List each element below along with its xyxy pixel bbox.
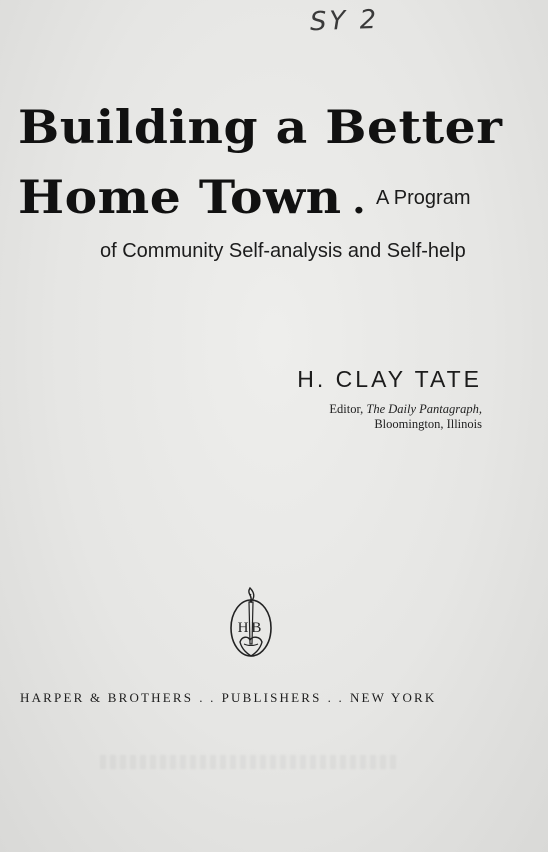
author-affiliation	[329, 402, 482, 432]
subtitle-part-1: A Program	[376, 187, 471, 209]
affiliation-role: Editor,	[329, 402, 364, 416]
harper-torch-logo-icon	[226, 584, 276, 666]
book-title-line-1: Building a Better	[18, 100, 503, 154]
author-name: H. CLAY TATE	[297, 366, 482, 392]
publisher-name: HARPER & BROTHERS	[20, 690, 194, 705]
imprint-separator-2: . .	[327, 690, 344, 705]
handwritten-shelf-mark: SY 2	[309, 4, 380, 38]
subtitle-part-2: of Community Self-analysis and Self-help	[100, 240, 466, 262]
book-title-line-2	[18, 170, 366, 224]
logo-letters: HB	[237, 620, 265, 636]
publisher-label: PUBLISHERS	[221, 690, 322, 705]
book-title-line-2-text: Home Town	[18, 170, 342, 224]
publisher-imprint	[20, 690, 437, 706]
affiliation-line-1	[329, 402, 482, 417]
show-through-text	[100, 755, 400, 769]
affiliation-newspaper: The Daily Pantagraph,	[366, 402, 482, 416]
publisher-city: NEW YORK	[349, 690, 437, 705]
affiliation-location: Bloomington, Illinois	[374, 417, 482, 431]
title-separator: .	[352, 180, 367, 222]
imprint-separator-1: . .	[199, 690, 216, 705]
